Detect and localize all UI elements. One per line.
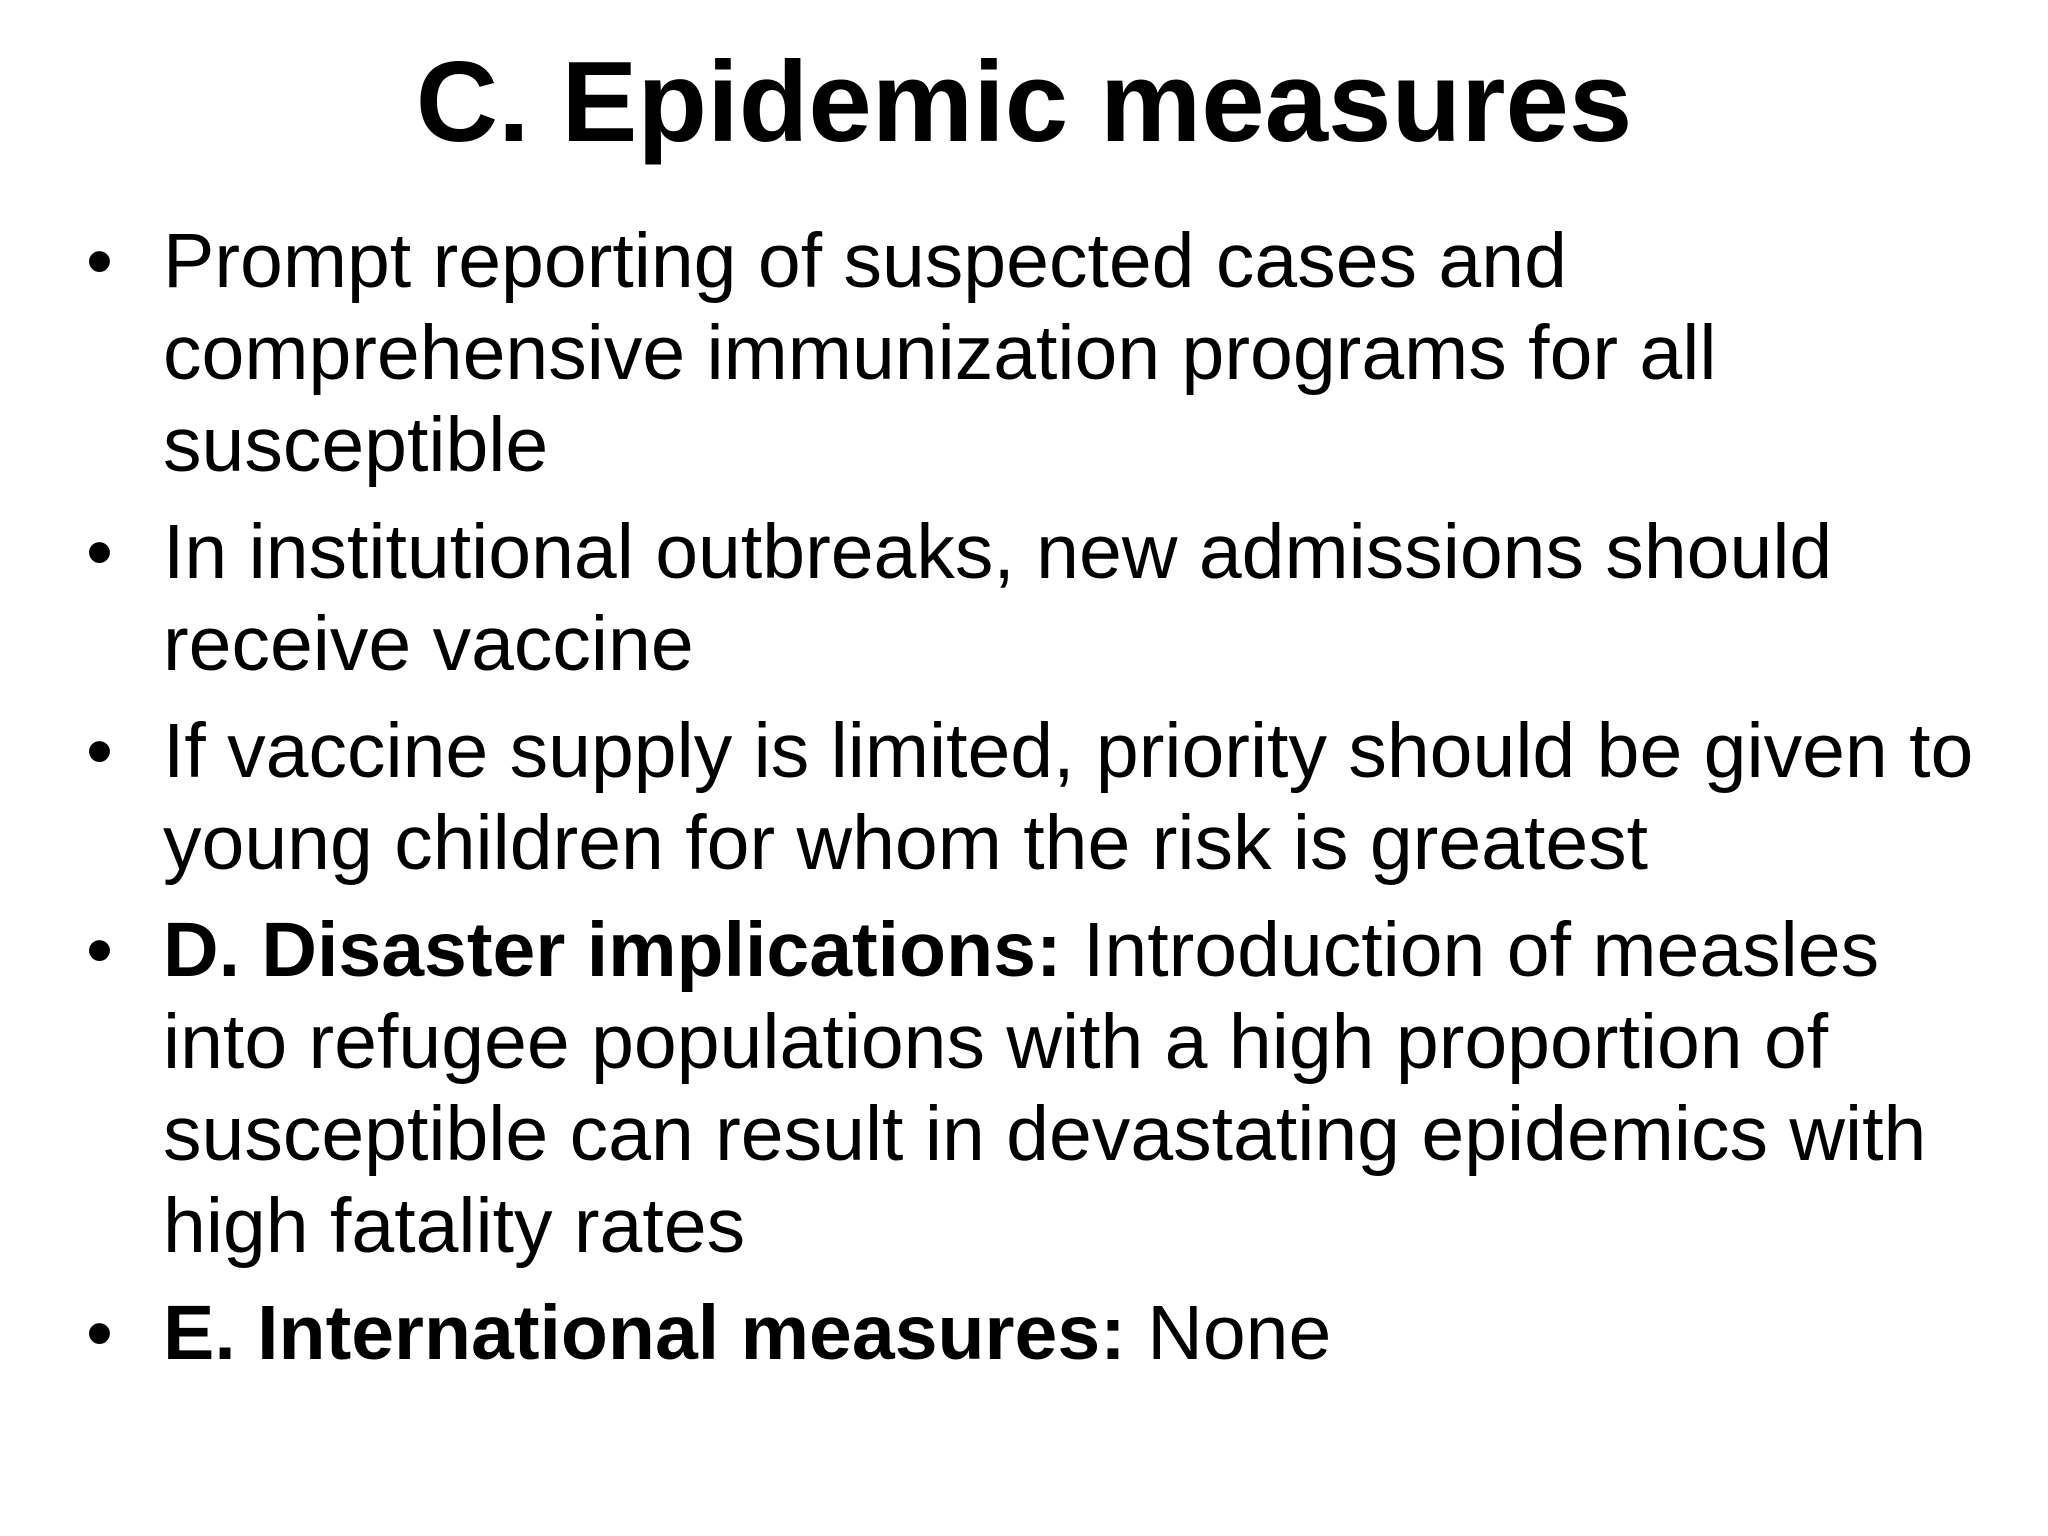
- bullet-lead-heading: E. International measures:: [163, 1290, 1126, 1376]
- bullet-dot-icon: •: [86, 218, 113, 304]
- bullet-text: In institutional outbreaks, new admissions should receive vaccine: [163, 509, 1833, 687]
- slide-title: C. Epidemic measures: [415, 39, 1633, 166]
- bullet-list: [80, 215, 2020, 1394]
- bullet-text: If vaccine supply is limited, priority should be given to young children for whom the risk is greatest: [163, 708, 1974, 886]
- bullet-lead-heading: D. Disaster implications:: [163, 907, 1062, 993]
- bullet-text: Prompt reporting of suspected cases and comprehensive immunization programs for all susceptible: [163, 218, 1717, 488]
- bullet-item: [80, 904, 2020, 1272]
- bullet-text: Introduction of measles into refugee populations with a high proportion of susceptible can result in devastating epidemics with high fatality rates: [163, 907, 1927, 1269]
- bullet-text: None: [1147, 1290, 1332, 1376]
- bullet-item: [80, 506, 2020, 690]
- bullet-dot-icon: •: [86, 907, 113, 993]
- bullet-dot-icon: •: [86, 1290, 113, 1376]
- bullet-item: [80, 705, 2020, 889]
- bullet-item: [80, 1287, 2020, 1379]
- bullet-dot-icon: •: [86, 509, 113, 595]
- bullet-item: [80, 215, 2020, 491]
- bullet-dot-icon: •: [86, 708, 113, 794]
